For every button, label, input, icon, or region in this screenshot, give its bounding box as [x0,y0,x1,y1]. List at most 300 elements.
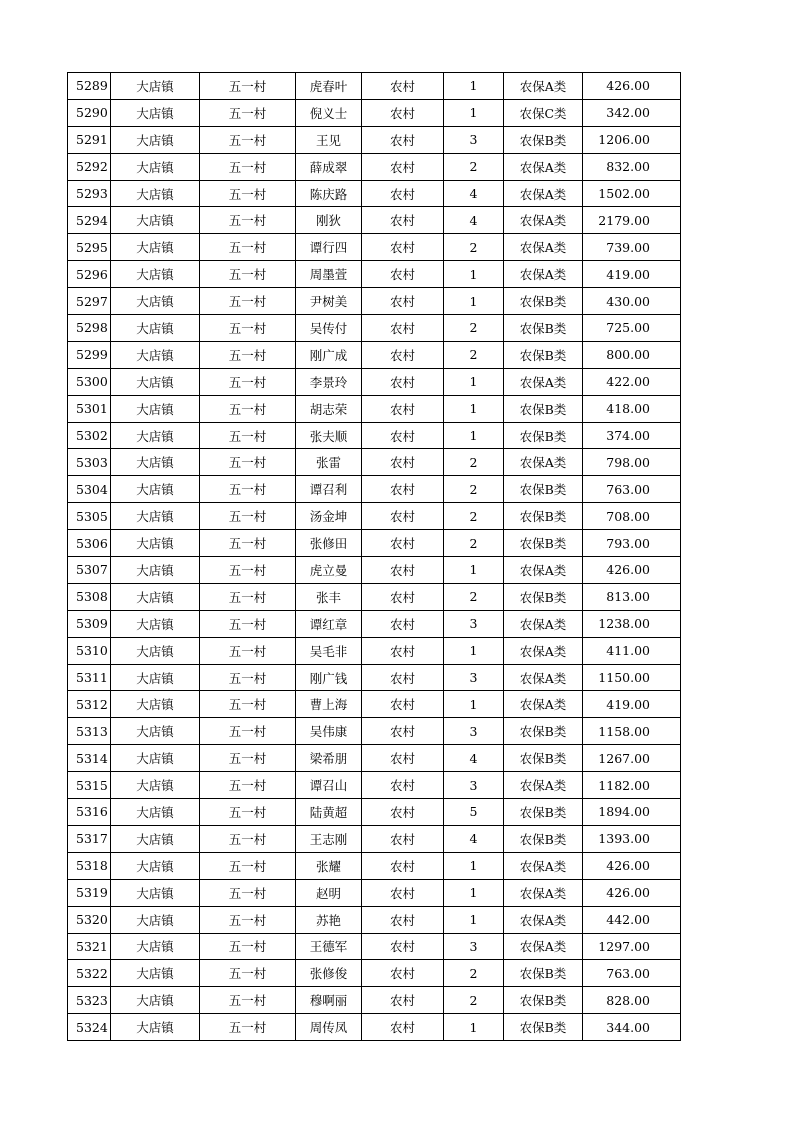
table-row [68,73,681,100]
name-cell: 谭红章 [296,610,362,637]
table-row [68,530,681,557]
insurance-category-cell: 农保A类 [504,637,583,664]
insurance-category-cell: 农保B类 [504,1014,583,1041]
household-type-cell: 农村 [362,341,444,368]
member-count-cell: 1 [444,852,504,879]
member-count-cell: 2 [444,530,504,557]
member-count-cell: 1 [444,637,504,664]
name-cell: 张修田 [296,530,362,557]
village-cell: 五一村 [200,99,296,126]
name-cell: 刚广钱 [296,664,362,691]
name-cell: 张耀 [296,852,362,879]
table-row [68,503,681,530]
name-cell: 张雷 [296,449,362,476]
name-cell: 胡志荣 [296,395,362,422]
amount-cell: 1393.00 [583,825,681,852]
town-cell: 大店镇 [111,73,200,100]
name-cell: 穆啊丽 [296,987,362,1014]
name-cell: 王见 [296,126,362,153]
member-count-cell: 3 [444,126,504,153]
row-id-cell: 5308 [68,583,111,610]
household-type-cell: 农村 [362,852,444,879]
household-type-cell: 农村 [362,987,444,1014]
member-count-cell: 3 [444,610,504,637]
town-cell: 大店镇 [111,637,200,664]
household-type-cell: 农村 [362,288,444,315]
village-cell: 五一村 [200,610,296,637]
table-row [68,126,681,153]
village-cell: 五一村 [200,799,296,826]
town-cell: 大店镇 [111,960,200,987]
table-row [68,637,681,664]
table-row [68,288,681,315]
row-id-cell: 5290 [68,99,111,126]
row-id-cell: 5312 [68,691,111,718]
town-cell: 大店镇 [111,879,200,906]
member-count-cell: 4 [444,180,504,207]
table-row [68,825,681,852]
name-cell: 赵明 [296,879,362,906]
village-cell: 五一村 [200,126,296,153]
member-count-cell: 2 [444,234,504,261]
row-id-cell: 5299 [68,341,111,368]
name-cell: 张丰 [296,583,362,610]
insurance-category-cell: 农保B类 [504,799,583,826]
amount-cell: 1206.00 [583,126,681,153]
insurance-category-cell: 农保B类 [504,341,583,368]
household-type-cell: 农村 [362,691,444,718]
household-type-cell: 农村 [362,395,444,422]
row-id-cell: 5304 [68,476,111,503]
household-type-cell: 农村 [362,234,444,261]
village-cell: 五一村 [200,234,296,261]
town-cell: 大店镇 [111,745,200,772]
table-row [68,422,681,449]
amount-cell: 1894.00 [583,799,681,826]
household-type-cell: 农村 [362,664,444,691]
village-cell: 五一村 [200,395,296,422]
member-count-cell: 3 [444,664,504,691]
insurance-category-cell: 农保A类 [504,664,583,691]
member-count-cell: 2 [444,476,504,503]
town-cell: 大店镇 [111,772,200,799]
amount-cell: 1238.00 [583,610,681,637]
member-count-cell: 1 [444,73,504,100]
member-count-cell: 1 [444,261,504,288]
household-type-cell: 农村 [362,933,444,960]
table-row [68,852,681,879]
village-cell: 五一村 [200,745,296,772]
amount-cell: 419.00 [583,691,681,718]
table-row [68,745,681,772]
insurance-category-cell: 农保B类 [504,422,583,449]
town-cell: 大店镇 [111,530,200,557]
amount-cell: 1158.00 [583,718,681,745]
row-id-cell: 5305 [68,503,111,530]
table-row [68,906,681,933]
name-cell: 陆黄超 [296,799,362,826]
insurance-category-cell: 农保A类 [504,906,583,933]
village-cell: 五一村 [200,288,296,315]
member-count-cell: 3 [444,933,504,960]
table-row [68,207,681,234]
insurance-category-cell: 农保B类 [504,718,583,745]
member-count-cell: 4 [444,207,504,234]
insurance-category-cell: 农保A类 [504,772,583,799]
town-cell: 大店镇 [111,449,200,476]
member-count-cell: 1 [444,1014,504,1041]
household-type-cell: 农村 [362,960,444,987]
town-cell: 大店镇 [111,126,200,153]
name-cell: 虎立曼 [296,557,362,584]
amount-cell: 793.00 [583,530,681,557]
insurance-category-cell: 农保A类 [504,449,583,476]
member-count-cell: 5 [444,799,504,826]
insurance-category-cell: 农保A类 [504,234,583,261]
household-type-cell: 农村 [362,99,444,126]
village-cell: 五一村 [200,557,296,584]
name-cell: 薛成翠 [296,153,362,180]
name-cell: 汤金坤 [296,503,362,530]
household-type-cell: 农村 [362,718,444,745]
insurance-category-cell: 农保B类 [504,395,583,422]
table-row [68,368,681,395]
name-cell: 李景玲 [296,368,362,395]
amount-cell: 426.00 [583,73,681,100]
town-cell: 大店镇 [111,234,200,261]
table-row [68,610,681,637]
town-cell: 大店镇 [111,691,200,718]
town-cell: 大店镇 [111,557,200,584]
name-cell: 刚狄 [296,207,362,234]
insurance-category-cell: 农保A类 [504,207,583,234]
table-row [68,933,681,960]
name-cell: 周传凤 [296,1014,362,1041]
table-row [68,718,681,745]
row-id-cell: 5310 [68,637,111,664]
household-type-cell: 农村 [362,1014,444,1041]
member-count-cell: 1 [444,879,504,906]
row-id-cell: 5292 [68,153,111,180]
table-row [68,153,681,180]
household-type-cell: 农村 [362,503,444,530]
row-id-cell: 5319 [68,879,111,906]
row-id-cell: 5314 [68,745,111,772]
amount-cell: 418.00 [583,395,681,422]
household-type-cell: 农村 [362,610,444,637]
town-cell: 大店镇 [111,476,200,503]
name-cell: 倪义士 [296,99,362,126]
town-cell: 大店镇 [111,825,200,852]
household-type-cell: 农村 [362,799,444,826]
insurance-category-cell: 农保A类 [504,557,583,584]
town-cell: 大店镇 [111,153,200,180]
amount-cell: 344.00 [583,1014,681,1041]
member-count-cell: 1 [444,557,504,584]
records-table [67,72,681,1041]
member-count-cell: 2 [444,341,504,368]
village-cell: 五一村 [200,691,296,718]
amount-cell: 800.00 [583,341,681,368]
name-cell: 吴伟康 [296,718,362,745]
town-cell: 大店镇 [111,207,200,234]
member-count-cell: 1 [444,368,504,395]
town-cell: 大店镇 [111,799,200,826]
table-row [68,557,681,584]
amount-cell: 374.00 [583,422,681,449]
member-count-cell: 1 [444,906,504,933]
insurance-category-cell: 农保A类 [504,879,583,906]
town-cell: 大店镇 [111,315,200,342]
member-count-cell: 2 [444,583,504,610]
town-cell: 大店镇 [111,368,200,395]
row-id-cell: 5303 [68,449,111,476]
household-type-cell: 农村 [362,126,444,153]
table-row [68,987,681,1014]
amount-cell: 426.00 [583,852,681,879]
member-count-cell: 1 [444,99,504,126]
insurance-category-cell: 农保A类 [504,852,583,879]
household-type-cell: 农村 [362,772,444,799]
amount-cell: 763.00 [583,476,681,503]
amount-cell: 422.00 [583,368,681,395]
village-cell: 五一村 [200,261,296,288]
insurance-category-cell: 农保B类 [504,825,583,852]
household-type-cell: 农村 [362,368,444,395]
town-cell: 大店镇 [111,261,200,288]
household-type-cell: 农村 [362,530,444,557]
insurance-category-cell: 农保B类 [504,745,583,772]
row-id-cell: 5302 [68,422,111,449]
village-cell: 五一村 [200,503,296,530]
row-id-cell: 5309 [68,610,111,637]
village-cell: 五一村 [200,315,296,342]
town-cell: 大店镇 [111,933,200,960]
town-cell: 大店镇 [111,1014,200,1041]
amount-cell: 739.00 [583,234,681,261]
name-cell: 吴传付 [296,315,362,342]
village-cell: 五一村 [200,530,296,557]
household-type-cell: 农村 [362,745,444,772]
row-id-cell: 5301 [68,395,111,422]
village-cell: 五一村 [200,718,296,745]
insurance-category-cell: 农保A类 [504,180,583,207]
amount-cell: 1297.00 [583,933,681,960]
household-type-cell: 农村 [362,449,444,476]
row-id-cell: 5295 [68,234,111,261]
member-count-cell: 3 [444,772,504,799]
town-cell: 大店镇 [111,987,200,1014]
table-row [68,664,681,691]
table-row [68,234,681,261]
member-count-cell: 1 [444,691,504,718]
table-row [68,99,681,126]
row-id-cell: 5307 [68,557,111,584]
table-row [68,395,681,422]
amount-cell: 763.00 [583,960,681,987]
row-id-cell: 5323 [68,987,111,1014]
household-type-cell: 农村 [362,476,444,503]
name-cell: 尹树美 [296,288,362,315]
household-type-cell: 农村 [362,637,444,664]
insurance-category-cell: 农保B类 [504,960,583,987]
village-cell: 五一村 [200,153,296,180]
town-cell: 大店镇 [111,610,200,637]
household-type-cell: 农村 [362,825,444,852]
insurance-category-cell: 农保A类 [504,368,583,395]
town-cell: 大店镇 [111,288,200,315]
amount-cell: 1150.00 [583,664,681,691]
town-cell: 大店镇 [111,664,200,691]
table-row [68,261,681,288]
insurance-category-cell: 农保B类 [504,530,583,557]
table-row [68,341,681,368]
row-id-cell: 5321 [68,933,111,960]
household-type-cell: 农村 [362,73,444,100]
table-row [68,476,681,503]
table-row [68,1014,681,1041]
table-row [68,449,681,476]
insurance-category-cell: 农保A类 [504,73,583,100]
row-id-cell: 5316 [68,799,111,826]
member-count-cell: 2 [444,449,504,476]
insurance-category-cell: 农保A类 [504,933,583,960]
insurance-category-cell: 农保A类 [504,610,583,637]
village-cell: 五一村 [200,449,296,476]
amount-cell: 411.00 [583,637,681,664]
row-id-cell: 5298 [68,315,111,342]
member-count-cell: 2 [444,315,504,342]
town-cell: 大店镇 [111,583,200,610]
row-id-cell: 5324 [68,1014,111,1041]
town-cell: 大店镇 [111,906,200,933]
name-cell: 曹上海 [296,691,362,718]
household-type-cell: 农村 [362,207,444,234]
town-cell: 大店镇 [111,503,200,530]
household-type-cell: 农村 [362,583,444,610]
amount-cell: 1267.00 [583,745,681,772]
row-id-cell: 5289 [68,73,111,100]
row-id-cell: 5320 [68,906,111,933]
insurance-category-cell: 农保A类 [504,261,583,288]
insurance-category-cell: 农保A类 [504,153,583,180]
village-cell: 五一村 [200,906,296,933]
household-type-cell: 农村 [362,879,444,906]
member-count-cell: 4 [444,825,504,852]
member-count-cell: 4 [444,745,504,772]
table-row [68,691,681,718]
name-cell: 王志刚 [296,825,362,852]
household-type-cell: 农村 [362,422,444,449]
name-cell: 苏艳 [296,906,362,933]
records-body [68,73,681,1041]
table-row [68,583,681,610]
household-type-cell: 农村 [362,557,444,584]
row-id-cell: 5306 [68,530,111,557]
row-id-cell: 5322 [68,960,111,987]
amount-cell: 798.00 [583,449,681,476]
amount-cell: 1182.00 [583,772,681,799]
name-cell: 谭召利 [296,476,362,503]
amount-cell: 342.00 [583,99,681,126]
town-cell: 大店镇 [111,341,200,368]
name-cell: 王德军 [296,933,362,960]
table-row [68,799,681,826]
insurance-category-cell: 农保B类 [504,583,583,610]
amount-cell: 419.00 [583,261,681,288]
amount-cell: 708.00 [583,503,681,530]
table-row [68,879,681,906]
amount-cell: 430.00 [583,288,681,315]
amount-cell: 1502.00 [583,180,681,207]
village-cell: 五一村 [200,73,296,100]
village-cell: 五一村 [200,852,296,879]
town-cell: 大店镇 [111,395,200,422]
member-count-cell: 2 [444,153,504,180]
row-id-cell: 5318 [68,852,111,879]
name-cell: 谭行四 [296,234,362,261]
household-type-cell: 农村 [362,315,444,342]
village-cell: 五一村 [200,207,296,234]
member-count-cell: 2 [444,960,504,987]
member-count-cell: 2 [444,987,504,1014]
member-count-cell: 1 [444,288,504,315]
row-id-cell: 5297 [68,288,111,315]
amount-cell: 813.00 [583,583,681,610]
amount-cell: 725.00 [583,315,681,342]
row-id-cell: 5311 [68,664,111,691]
row-id-cell: 5296 [68,261,111,288]
name-cell: 陈庆路 [296,180,362,207]
name-cell: 刚广成 [296,341,362,368]
town-cell: 大店镇 [111,99,200,126]
name-cell: 虎春叶 [296,73,362,100]
name-cell: 张修俊 [296,960,362,987]
row-id-cell: 5315 [68,772,111,799]
household-type-cell: 农村 [362,261,444,288]
table-row [68,772,681,799]
household-type-cell: 农村 [362,906,444,933]
row-id-cell: 5291 [68,126,111,153]
household-type-cell: 农村 [362,153,444,180]
row-id-cell: 5293 [68,180,111,207]
insurance-category-cell: 农保B类 [504,476,583,503]
name-cell: 吴毛非 [296,637,362,664]
row-id-cell: 5294 [68,207,111,234]
village-cell: 五一村 [200,422,296,449]
amount-cell: 442.00 [583,906,681,933]
village-cell: 五一村 [200,180,296,207]
village-cell: 五一村 [200,476,296,503]
insurance-category-cell: 农保B类 [504,315,583,342]
name-cell: 谭召山 [296,772,362,799]
village-cell: 五一村 [200,1014,296,1041]
insurance-category-cell: 农保C类 [504,99,583,126]
village-cell: 五一村 [200,987,296,1014]
table-row [68,960,681,987]
amount-cell: 2179.00 [583,207,681,234]
table-row [68,180,681,207]
name-cell: 周墨萱 [296,261,362,288]
village-cell: 五一村 [200,664,296,691]
insurance-category-cell: 农保B类 [504,288,583,315]
village-cell: 五一村 [200,933,296,960]
town-cell: 大店镇 [111,718,200,745]
table-row [68,315,681,342]
amount-cell: 426.00 [583,879,681,906]
row-id-cell: 5317 [68,825,111,852]
member-count-cell: 1 [444,395,504,422]
